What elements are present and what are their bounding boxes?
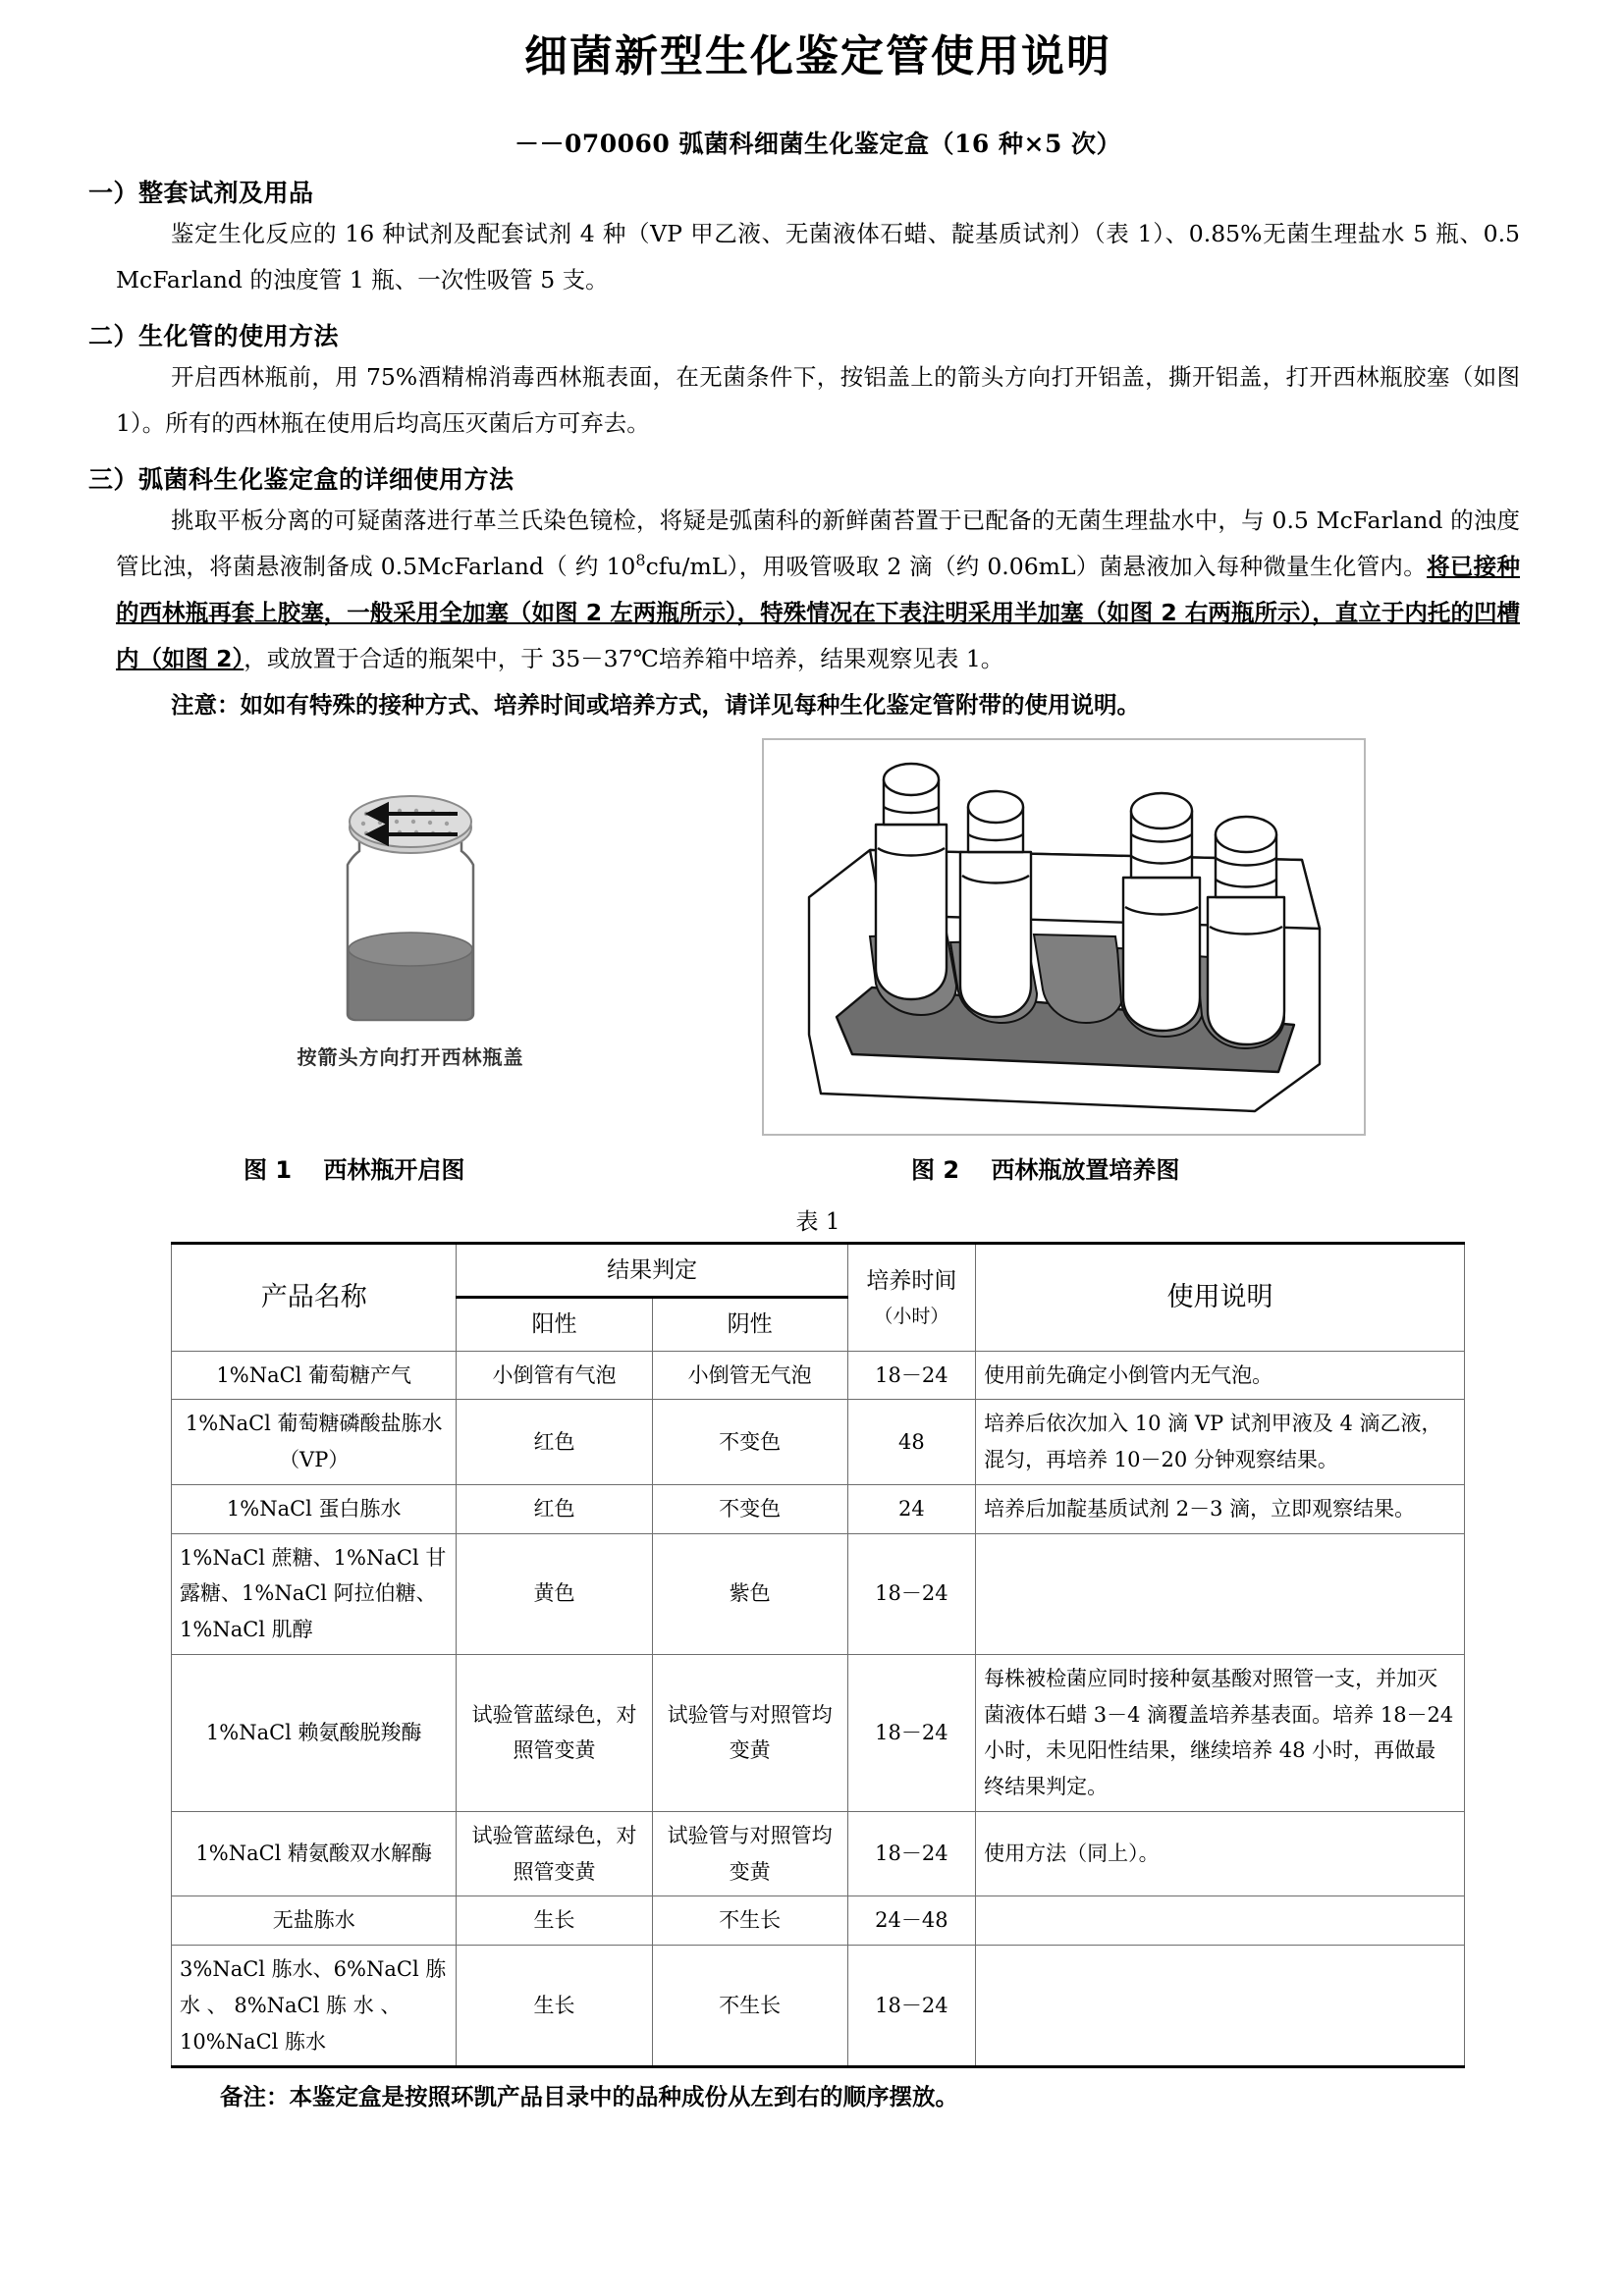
table-footnote: 备注：本鉴定盒是按照环凯产品目录中的品种成份从左到右的顺序摆放。: [220, 2083, 958, 2111]
cell-time: 18－24: [847, 1811, 975, 1896]
section-body-2: 开启西林瓶前，用 75%酒精棉消毒西林瓶表面，在无菌条件下，按铝盖上的箭头方向打开铝盖，撕开铝盖，打开西林瓶胶塞（如图 1）。所有的西林瓶在使用后均高压灭菌后方可弃去。: [116, 363, 1520, 437]
cell-positive: 生长: [457, 1946, 652, 2067]
table-label: 表 1: [795, 1209, 840, 1235]
cell-time: 18－24: [847, 1533, 975, 1654]
header-product-name: 产品名称: [172, 1244, 457, 1352]
table-row: [172, 1533, 1465, 1654]
figure-2-caption: 图 2 西林瓶放置培养图: [911, 1156, 1180, 1184]
table-row: [172, 1484, 1465, 1533]
cell-positive: 试验管蓝绿色，对照管变黄: [457, 1654, 652, 1811]
cell-negative: 紫色: [652, 1533, 847, 1654]
cell-negative: 不生长: [652, 1946, 847, 2067]
cell-time: 18－24: [847, 1351, 975, 1400]
cell-negative: 不变色: [652, 1400, 847, 1485]
cell-instruction: [976, 1896, 1465, 1946]
header-positive: 阳性: [457, 1298, 652, 1351]
cell-instruction: 使用方法（同上）。: [976, 1811, 1465, 1896]
cell-instruction: [976, 1533, 1465, 1654]
figure-2: [762, 738, 1366, 1136]
cell-negative: 不变色: [652, 1484, 847, 1533]
section-body-3: [116, 498, 1520, 682]
section-heading-2: 二）生化管的使用方法: [88, 322, 340, 350]
cell-negative: 试验管与对照管均变黄: [652, 1811, 847, 1896]
figure-area: [116, 738, 1520, 1150]
cell-time: 18－24: [847, 1946, 975, 2067]
table-row: [172, 1946, 1465, 2067]
cell-instruction: 培养后加靛基质试剂 2－3 滴，立即观察结果。: [976, 1484, 1465, 1533]
section-3-notice: 注意：如如有特殊的接种方式、培养时间或培养方式，请详见每种生化鉴定管附带的使用说明。: [171, 691, 1140, 719]
header-instructions: 使用说明: [976, 1244, 1465, 1352]
cell-instruction: 培养后依次加入 10 滴 VP 试剂甲液及 4 滴乙液，混匀，再培养 10－20 分钟观察结果。: [976, 1400, 1465, 1485]
page-content: [88, 0, 1520, 2111]
cell-positive: 黄色: [457, 1533, 652, 1654]
cell-product-name: 1%NaCl 葡萄糖产气: [172, 1351, 457, 1400]
cell-instruction: 使用前先确定小倒管内无气泡。: [976, 1351, 1465, 1400]
cell-negative: 不生长: [652, 1896, 847, 1946]
figure-1-inner-label: 按箭头方向打开西林瓶盖: [297, 1045, 524, 1069]
document-subtitle: －－070060 弧菌科细菌生化鉴定盒（16 种×5 次）: [514, 130, 1122, 158]
header-incubation: [847, 1244, 975, 1352]
table-header-row-1: [172, 1244, 1465, 1298]
results-table: [171, 1242, 1465, 2068]
section-body-3-exponent: 8: [635, 551, 646, 570]
vial-open-illustration: [312, 792, 509, 1028]
header-incubation-label: 培养时间: [866, 1268, 957, 1294]
cell-product-name: 无盐胨水: [172, 1896, 457, 1946]
cell-instruction: [976, 1946, 1465, 2067]
figure-1-caption: 图 1 西林瓶开启图: [244, 1156, 465, 1184]
cell-product-name: 1%NaCl 蔗糖、1%NaCl 甘露糖、1%NaCl 阿拉伯糖、1%NaCl 肌醇: [172, 1533, 457, 1654]
table-row: [172, 1654, 1465, 1811]
section-body-3-part1: 挑取平板分离的可疑菌落进行革兰氏染色镜检，将疑是弧菌科的新鲜菌苔置于已配备的无菌生理盐水中，与 0.5 McFarland 的浊度管比浊，将菌悬液制备成 0.5McFarland（ 约 10: [116, 507, 1520, 580]
figure-1: [253, 792, 568, 1070]
cell-positive: 小倒管有气泡: [457, 1351, 652, 1400]
cell-product-name: 1%NaCl 蛋白胨水: [172, 1484, 457, 1533]
cell-positive: 红色: [457, 1484, 652, 1533]
table-row: [172, 1400, 1465, 1485]
cell-instruction: 每株被检菌应同时接种氨基酸对照管一支，并加灭菌液体石蜡 3－4 滴覆盖培养基表面。培养 18－24 小时，未见阳性结果，继续培养 48 小时，再做最终结果判定。: [976, 1654, 1465, 1811]
table-row: [172, 1811, 1465, 1896]
cell-negative: 小倒管无气泡: [652, 1351, 847, 1400]
section-heading-3: 三）弧菌科生化鉴定盒的详细使用方法: [88, 465, 514, 494]
table-row: [172, 1896, 1465, 1946]
section-body-3-part2: cfu/mL），用吸管吸取 2 滴（约 0.06mL）菌悬液加入每种微量生化管内。: [645, 553, 1428, 580]
page-title: 细菌新型生化鉴定管使用说明: [524, 31, 1111, 81]
cell-positive: 红色: [457, 1400, 652, 1485]
section-body-3-underlined: 将已接种的西林瓶再套上胶塞，一般采用全加塞（如图 2 左两瓶所示），特殊情况在下表注明采用半加塞（如图 2 右两瓶所示），直立于内托的凹槽内（如图 2）: [116, 553, 1520, 672]
section-body-1: 鉴定生化反应的 16 种试剂及配套试剂 4 种（VP 甲乙液、无菌液体石蜡、靛基质试剂）（表 1）、0.85%无菌生理盐水 5 瓶、0.5 McFarland 的浊度管 1 瓶、一次性吸管 5 支。: [116, 220, 1520, 294]
cell-negative: 试验管与对照管均变黄: [652, 1654, 847, 1811]
cell-time: 18－24: [847, 1654, 975, 1811]
cell-product-name: 1%NaCl 赖氨酸脱羧酶: [172, 1654, 457, 1811]
figure-captions: [116, 1150, 1520, 1196]
cell-positive: 试验管蓝绿色，对照管变黄: [457, 1811, 652, 1896]
header-result-group: 结果判定: [457, 1244, 847, 1298]
cell-product-name: 1%NaCl 葡萄糖磷酸盐胨水（VP）: [172, 1400, 457, 1485]
header-negative: 阴性: [652, 1298, 847, 1351]
cell-product-name: 1%NaCl 精氨酸双水解酶: [172, 1811, 457, 1896]
cell-product-name: 3%NaCl 胨水、6%NaCl 胨水 、 8%NaCl 胨 水 、10%NaCl 胨水: [172, 1946, 457, 2067]
section-body-3-part3: ，或放置于合适的瓶架中，于 35－37℃培养箱中培养，结果观察见表 1。: [244, 645, 1004, 672]
header-incubation-unit: （小时）: [874, 1306, 949, 1328]
table-row: [172, 1351, 1465, 1400]
cell-time: 24－48: [847, 1896, 975, 1946]
vial-rack-illustration: [764, 740, 1364, 1134]
cell-positive: 生长: [457, 1896, 652, 1946]
cell-time: 24: [847, 1484, 975, 1533]
section-heading-1: 一）整套试剂及用品: [88, 179, 314, 207]
cell-time: 48: [847, 1400, 975, 1485]
